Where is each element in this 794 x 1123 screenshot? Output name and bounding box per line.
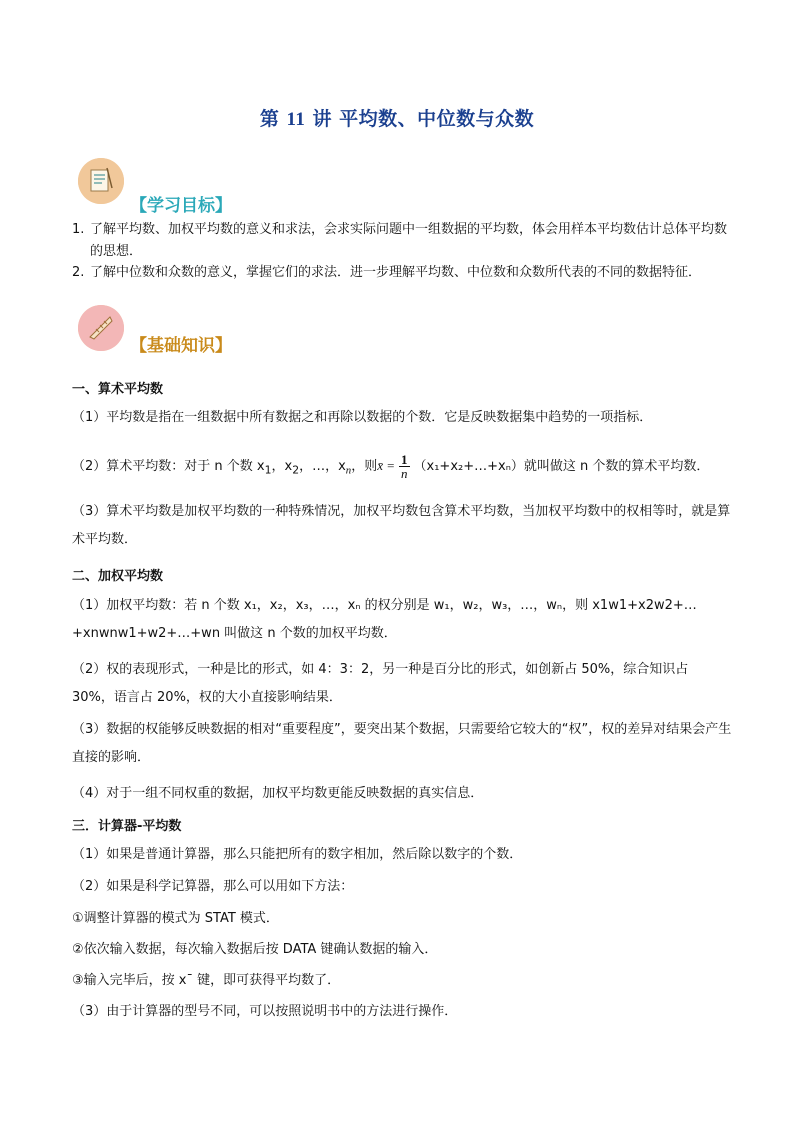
paragraph: （3）数据的权能够反映数据的相对“重要程度”，要突出某个数据，只需要给它较大的“权”，权的差异对结果会产生直接的影响．	[72, 722, 732, 765]
text-span: （2）算术平均数：对于 n 个数 x	[72, 459, 265, 474]
basic-knowledge-heading: 【基础知识】	[130, 336, 232, 356]
paragraph: （3）算术平均数是加权平均数的一种特殊情况，加权平均数包含算术平均数，当加权平均数中的权相等时，就是算术平均数．	[72, 504, 731, 547]
paragraph: （1）平均数是指在一组数据中所有数据之和再除以数据的个数．它是反映数据集中趋势的一项指标．	[72, 410, 653, 425]
title-suffix: 讲 平均数、中位数与众数	[305, 108, 535, 130]
text-span: ，则	[351, 459, 378, 474]
x-bar-symbol: x̄ =	[377, 458, 396, 473]
fraction-numerator: 1	[401, 452, 408, 467]
title-prefix: 第	[259, 108, 287, 130]
paragraph: （2）权的表现形式，一种是比的形式，如 4：3：2，另一种是百分比的形式，如创新占 50%，综合知识占 30%，语言占 20%，权的大小直接影响结果．	[72, 662, 689, 705]
paragraph: （2）如果是科学记算器，那么可以用如下方法：	[72, 879, 354, 894]
goal-text: 了解平均数、加权平均数的意义和求法，会求实际问题中一组数据的平均数，体会用样本平均数估计总体平均数的思想．	[90, 222, 728, 259]
notebook-icon	[78, 158, 124, 204]
section-heading: 二、加权平均数	[72, 569, 164, 584]
section-heading: 三．计算器-平均数	[72, 819, 182, 834]
text-span: ，…，x	[299, 459, 346, 474]
goal-number: 1.	[72, 222, 85, 237]
paragraph: （1）加权平均数：若 n 个数 x₁，x₂，x₃，…，xₙ 的权分别是 w₁，w₂，w₃，…，wₙ，则 x1w1+x2w2+…+xnwnw1+w2+…+wn 叫做这 n 个数的加权平均数．	[72, 598, 697, 641]
goal-item-1	[72, 219, 732, 263]
fraction-denominator: n	[401, 466, 408, 481]
learning-goals-heading: 【学习目标】	[130, 196, 232, 216]
text-span: （x₁+x₂+…+xₙ）就叫做这 n 个数的算术平均数．	[413, 459, 710, 474]
paragraph: ②依次输入数据，每次输入数据后按 DATA 键确认数据的输入．	[72, 942, 438, 957]
text-span: ，x	[271, 459, 293, 474]
title-number: 11	[286, 109, 306, 130]
paragraph: （4）对于一组不同权重的数据，加权平均数更能反映数据的真实信息．	[72, 786, 484, 801]
paragraph: （3）由于计算器的型号不同，可以按照说明书中的方法进行操作．	[72, 1004, 458, 1019]
goal-number: 2.	[72, 265, 85, 280]
page-title	[0, 104, 794, 131]
fraction	[399, 453, 410, 480]
paragraph: ①调整计算器的模式为 STAT 模式．	[72, 911, 279, 926]
ruler-icon	[78, 305, 124, 351]
section-heading: 一、算术平均数	[72, 382, 164, 397]
paragraph: （1）如果是普通计算器，那么只能把所有的数字相加，然后除以数字的个数．	[72, 847, 523, 862]
paragraph: ③输入完毕后，按 x¯ 键，即可获得平均数了．	[72, 973, 341, 988]
goal-item-2	[72, 262, 732, 284]
arithmetic-mean-definition: （2）算术平均数：对于 n 个数 $x_1$，$x_2$，…，$x_n$，则x̄ = $\frac{1}{n}$ （x₁+x₂+…+xₙ）就叫做这 n 个数的算术平均数．	[72, 452, 710, 481]
goal-text: 了解中位数和众数的意义，掌握它们的求法．进一步理解平均数、中位数和众数所代表的不同的数据特征．	[90, 265, 702, 280]
